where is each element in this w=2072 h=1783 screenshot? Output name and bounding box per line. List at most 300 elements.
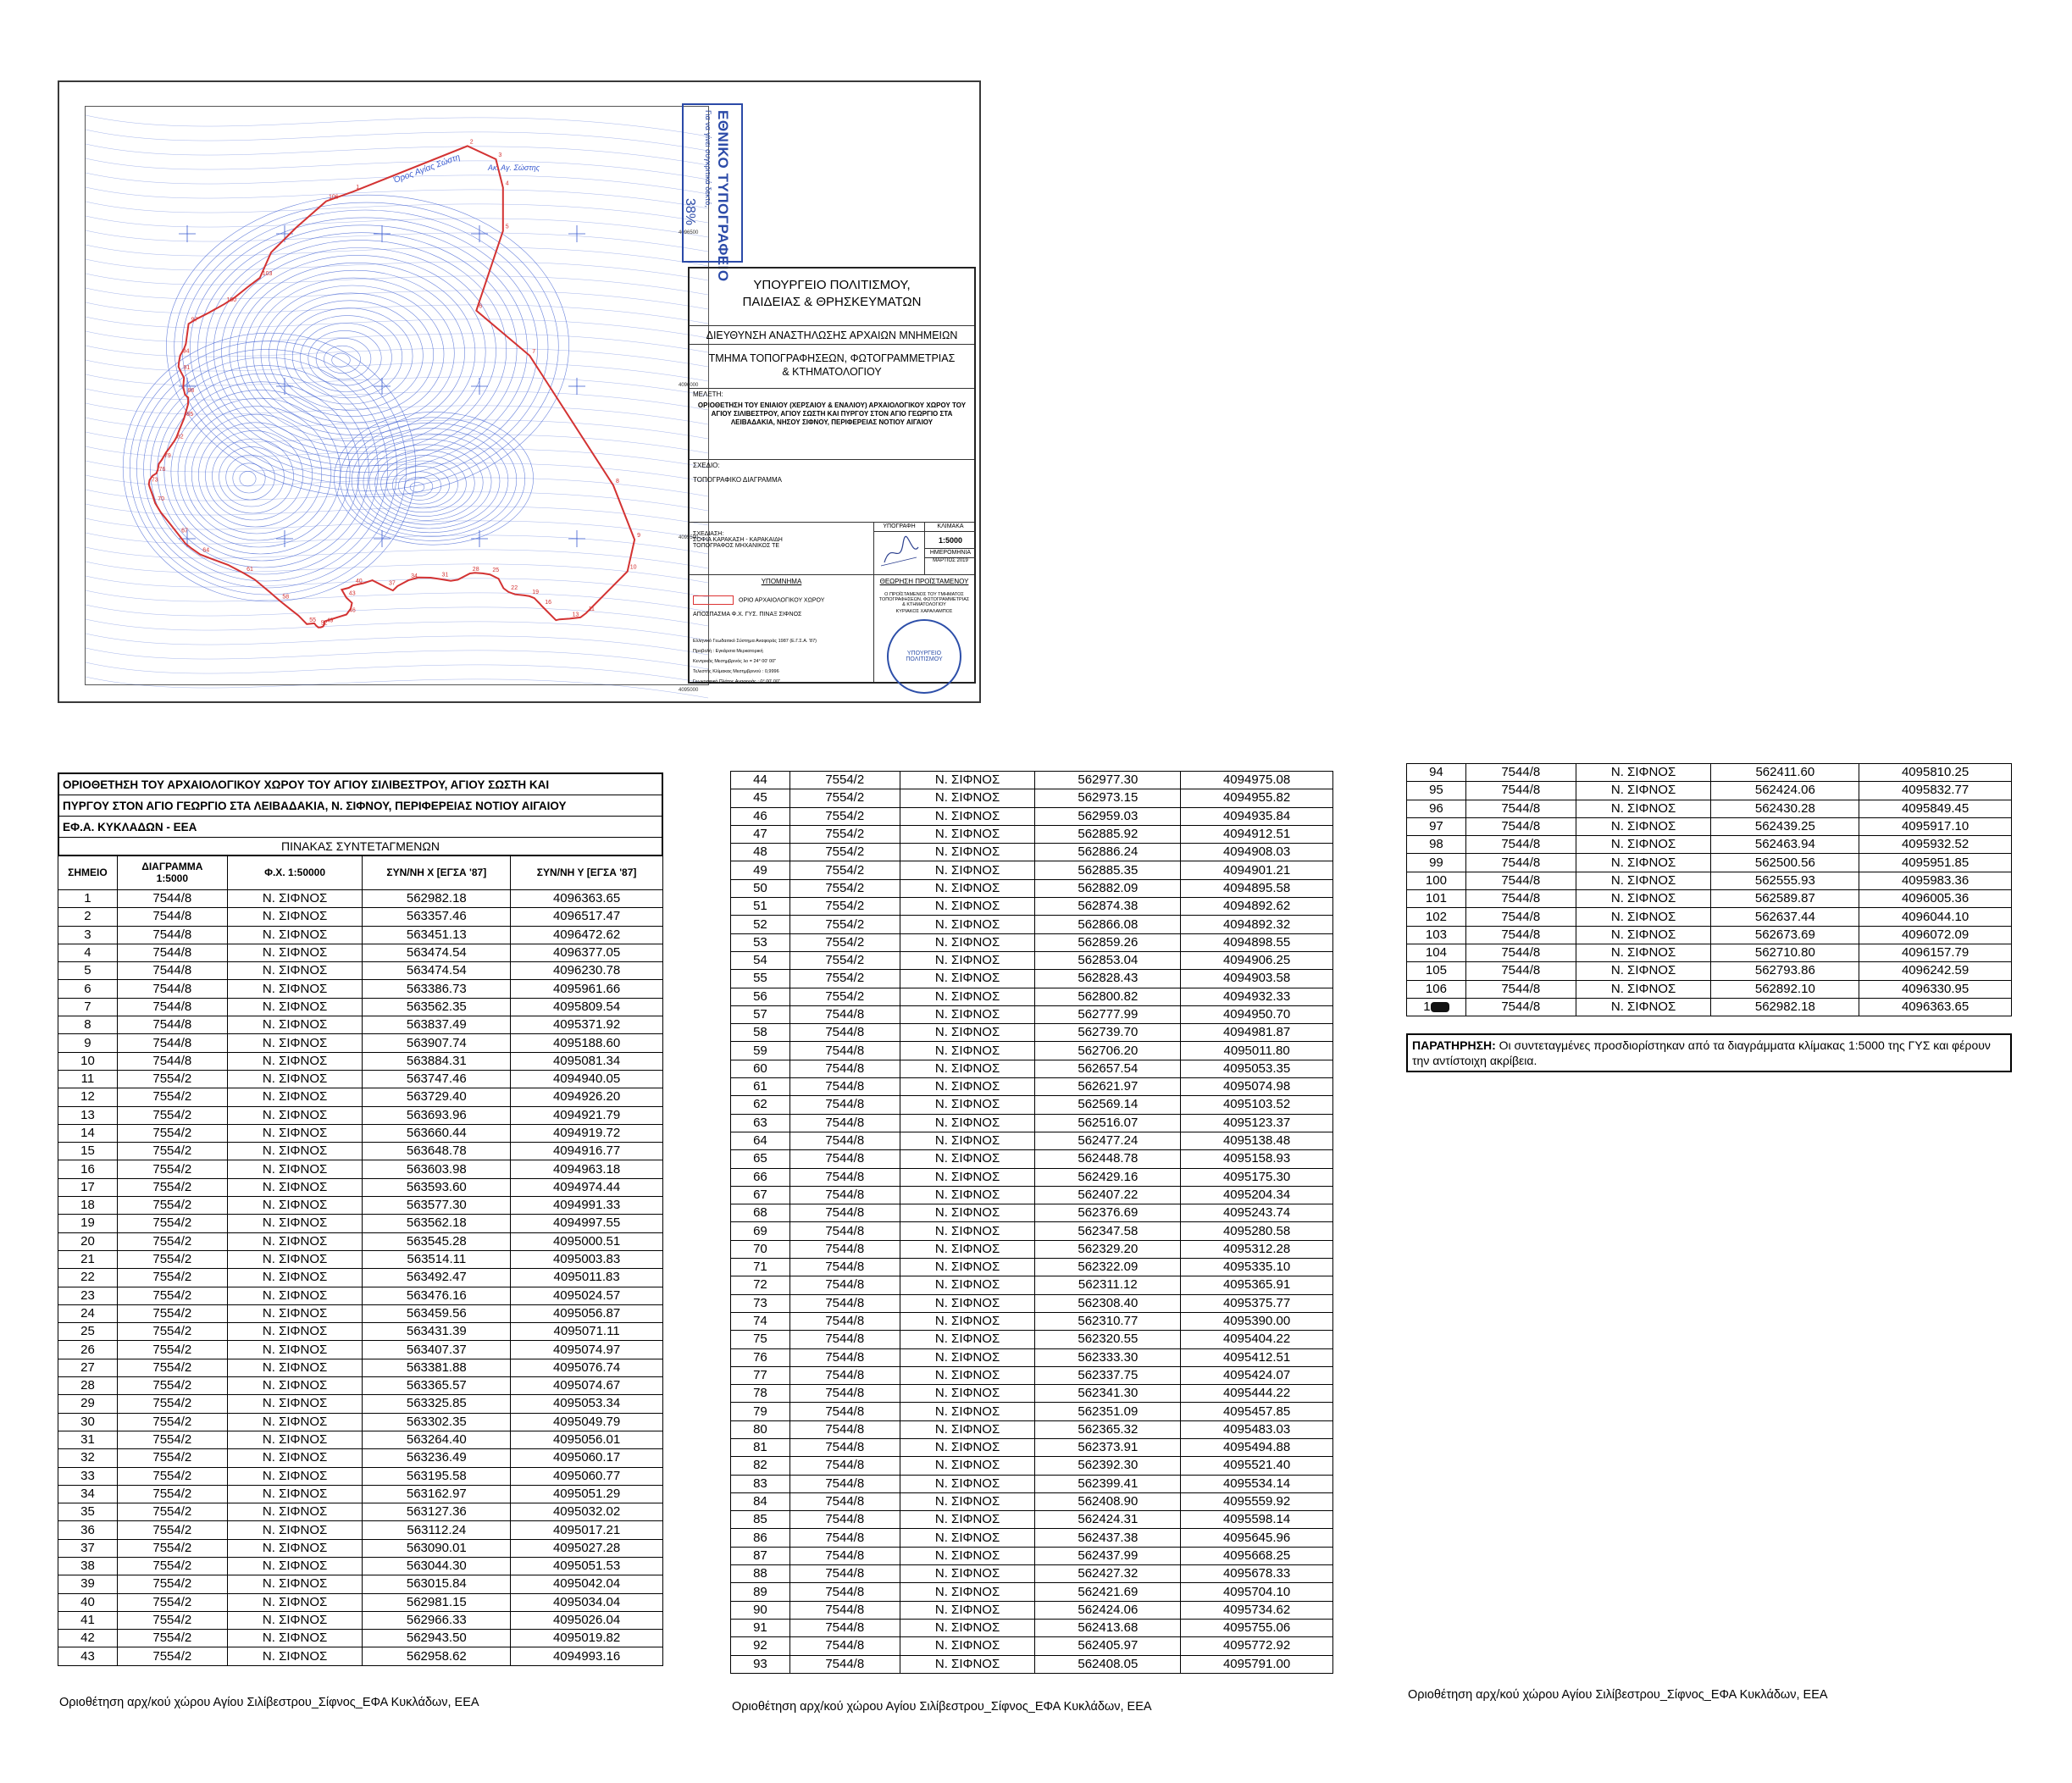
cell-point: 29	[58, 1395, 118, 1413]
table-row	[58, 1377, 663, 1395]
table-row	[731, 1060, 1333, 1077]
department-name	[690, 345, 974, 389]
table-row	[58, 1160, 663, 1178]
cell-map-sheet: Ν. ΣΙΦΝΟΣ	[1576, 980, 1711, 998]
cell-point: 104	[1407, 944, 1466, 961]
cell-map-sheet: Ν. ΣΙΦΝΟΣ	[227, 962, 363, 980]
table-row	[58, 1304, 663, 1322]
cell-map-sheet: Ν. ΣΙΦΝΟΣ	[227, 1575, 363, 1593]
cell-y: 4095003.83	[511, 1250, 663, 1268]
cell-point: 63	[731, 1114, 790, 1132]
cell-y: 4094975.08	[1181, 772, 1333, 789]
cell-y: 4095032.02	[511, 1503, 663, 1521]
cell-x: 562866.08	[1035, 916, 1181, 933]
cell-map-sheet: Ν. ΣΙΦΝΟΣ	[227, 1070, 363, 1088]
boundary-point-label: 8	[616, 479, 619, 485]
drawing-label: ΣΧΕΔΙΟ:	[693, 462, 720, 469]
table-row	[1407, 980, 2012, 998]
cell-y: 4095243.74	[1181, 1204, 1333, 1222]
cell-map-sheet: Ν. ΣΙΦΝΟΣ	[900, 1438, 1035, 1456]
cell-map-sheet: Ν. ΣΙΦΝΟΣ	[900, 1259, 1035, 1276]
table-row	[731, 1547, 1333, 1564]
cell-point: 52	[731, 916, 790, 933]
table-row	[58, 1521, 663, 1539]
cell-diagram: 7544/8	[1465, 817, 1576, 835]
cell-y: 4095335.10	[1181, 1259, 1333, 1276]
cell-x: 562439.25	[1711, 817, 1859, 835]
cell-point: 22	[58, 1269, 118, 1287]
grid-cross	[471, 225, 488, 242]
cell-point: 5	[58, 962, 118, 980]
cell-diagram: 7544/8	[1465, 926, 1576, 944]
cell-map-sheet: Ν. ΣΙΦΝΟΣ	[900, 1583, 1035, 1601]
cell-y: 4094906.25	[1181, 951, 1333, 969]
cell-diagram: 7544/8	[789, 1114, 900, 1132]
cell-x: 562853.04	[1035, 951, 1181, 969]
cell-x: 563474.54	[363, 944, 511, 961]
column-header-point: ΣΗΜΕΙΟ	[58, 856, 118, 890]
cell-diagram: 7544/8	[789, 1511, 900, 1529]
cell-x: 563015.84	[363, 1575, 511, 1593]
cell-map-sheet: Ν. ΣΙΦΝΟΣ	[227, 1016, 363, 1034]
cell-y: 4094908.03	[1181, 844, 1333, 861]
cell-diagram: 7544/8	[789, 1331, 900, 1348]
cell-y: 4095424.07	[1181, 1366, 1333, 1384]
cell-map-sheet: Ν. ΣΙΦΝΟΣ	[900, 1475, 1035, 1492]
cell-map-sheet: Ν. ΣΙΦΝΟΣ	[1576, 836, 1711, 854]
cell-map-sheet: Ν. ΣΙΦΝΟΣ	[900, 1403, 1035, 1420]
cell-map-sheet: Ν. ΣΙΦΝΟΣ	[227, 1088, 363, 1106]
scale-cell	[925, 523, 976, 574]
boundary-point-label: 82	[176, 434, 184, 440]
boundary-point-label: 37	[389, 580, 396, 587]
cell-y: 4096044.10	[1859, 908, 2012, 926]
cell-y: 4095011.80	[1181, 1042, 1333, 1060]
cell-diagram: 7544/8	[1465, 872, 1576, 889]
table-row	[1407, 800, 2012, 817]
contour-line	[86, 331, 708, 352]
cell-y: 4095444.22	[1181, 1385, 1333, 1403]
table-body-3	[1407, 764, 2012, 1016]
cell-x: 562793.86	[1711, 962, 1859, 980]
contour-line	[86, 130, 708, 151]
cell-diagram: 7554/2	[789, 772, 900, 789]
cell-map-sheet: Ν. ΣΙΦΝΟΣ	[1576, 890, 1711, 908]
cell-diagram: 7544/8	[789, 1024, 900, 1042]
grid-coordinate-label: 4096000	[679, 383, 699, 388]
table-row	[1407, 908, 2012, 926]
table-row	[731, 1240, 1333, 1258]
cell-y: 4095011.83	[511, 1269, 663, 1287]
cell-map-sheet: Ν. ΣΙΦΝΟΣ	[900, 1186, 1035, 1204]
cell-x: 562569.14	[1035, 1096, 1181, 1114]
cell-x: 562500.56	[1711, 854, 1859, 872]
cell-point: 97	[1407, 817, 1466, 835]
cell-point: 37	[58, 1539, 118, 1557]
drawing-section	[690, 460, 974, 523]
table-row	[58, 962, 663, 980]
cell-point: 69	[731, 1222, 790, 1240]
national-printing-office-stamp	[682, 103, 743, 282]
cell-diagram: 7544/8	[117, 1034, 227, 1052]
cell-point: 36	[58, 1521, 118, 1539]
cell-point: 47	[731, 825, 790, 843]
contour-line	[136, 349, 396, 588]
cell-point: 99	[1407, 854, 1466, 872]
cell-point: 76	[731, 1348, 790, 1366]
cell-diagram: 7554/2	[117, 1088, 227, 1106]
cell-map-sheet: Ν. ΣΙΦΝΟΣ	[900, 1132, 1035, 1149]
cell-y: 4095375.77	[1181, 1294, 1333, 1312]
cell-map-sheet: Ν. ΣΙΦΝΟΣ	[900, 1529, 1035, 1547]
legend-boundary-swatch	[693, 595, 734, 605]
place-label-mountain: Όρος Αγίας Σώστη	[392, 152, 462, 185]
column-header-diagram: ΔΙΑΓΡΑΜΜΑ 1:5000	[117, 856, 227, 890]
cell-x: 563545.28	[363, 1232, 511, 1250]
table-row	[58, 1395, 663, 1413]
cell-map-sheet: Ν. ΣΙΦΝΟΣ	[227, 908, 363, 926]
cell-point: 1	[58, 890, 118, 908]
cell-y: 4095734.62	[1181, 1601, 1333, 1619]
cell-y: 4094926.20	[511, 1088, 663, 1106]
cell-map-sheet: Ν. ΣΙΦΝΟΣ	[900, 861, 1035, 879]
table-row	[731, 988, 1333, 1005]
cell-point: 53	[731, 933, 790, 951]
cell-point: 73	[731, 1294, 790, 1312]
grid-coordinate-label: 4096500	[679, 230, 699, 235]
contour-line	[86, 475, 708, 496]
cell-point: 57	[731, 1005, 790, 1023]
cell-map-sheet: Ν. ΣΙΦΝΟΣ	[900, 1366, 1035, 1384]
cell-diagram: 7554/2	[789, 951, 900, 969]
cell-map-sheet: Ν. ΣΙΦΝΟΣ	[227, 1647, 363, 1665]
contour-line	[185, 407, 331, 540]
cell-point: 105	[1407, 962, 1466, 980]
stamp-title: ΕΘΝΙΚΟ ΤΥΠΟΓΡΑΦΕΙΟ	[715, 110, 731, 282]
cell-y: 4096363.65	[1859, 998, 2012, 1016]
cell-y: 4095053.34	[511, 1395, 663, 1413]
cell-x: 563747.46	[363, 1070, 511, 1088]
boundary-point-label: 58	[282, 594, 290, 601]
cell-x: 562337.75	[1035, 1366, 1181, 1384]
cell-map-sheet: Ν. ΣΙΦΝΟΣ	[900, 1619, 1035, 1636]
cell-y: 4095081.34	[511, 1052, 663, 1070]
cell-y: 4095494.88	[1181, 1438, 1333, 1456]
designer-cell	[690, 523, 874, 574]
cell-x: 562341.30	[1035, 1385, 1181, 1403]
table-row	[731, 1204, 1333, 1222]
cell-map-sheet: Ν. ΣΙΦΝΟΣ	[227, 1178, 363, 1196]
boundary-point-label: 46	[349, 607, 356, 614]
cell-point: 48	[731, 844, 790, 861]
cell-point: 54	[731, 951, 790, 969]
cell-diagram: 7544/8	[789, 1060, 900, 1077]
cell-diagram: 7544/8	[789, 1637, 900, 1655]
cell-point: 40	[58, 1593, 118, 1611]
cell-x: 563112.24	[363, 1521, 511, 1539]
contour-line	[164, 382, 359, 561]
cell-y: 4094901.21	[1181, 861, 1333, 879]
cell-y: 4094981.87	[1181, 1024, 1333, 1042]
cell-y: 4095204.34	[1181, 1186, 1333, 1204]
cell-diagram: 7554/2	[117, 1395, 227, 1413]
department-line-1: ΤΜΗΜΑ ΤΟΠΟΓΡΑΦΗΣΕΩΝ, ΦΩΤΟΓΡΑΜΜΕΤΡΙΑΣ	[708, 352, 956, 364]
cell-map-sheet: Ν. ΣΙΦΝΟΣ	[227, 1052, 363, 1070]
cell-diagram: 7554/2	[117, 1611, 227, 1629]
cell-map-sheet: Ν. ΣΙΦΝΟΣ	[900, 1331, 1035, 1348]
cell-x: 562977.30	[1035, 772, 1181, 789]
cell-diagram: 7544/8	[789, 1565, 900, 1583]
cell-point: 44	[731, 772, 790, 789]
cell-point: 81	[731, 1438, 790, 1456]
cell-y: 4095559.92	[1181, 1492, 1333, 1510]
cell-y: 4095849.45	[1859, 800, 2012, 817]
remark-box	[1406, 1033, 2012, 1072]
cell-point: 7	[58, 998, 118, 1016]
cell-point: 86	[731, 1529, 790, 1547]
boundary-point-label: 67	[181, 528, 188, 534]
contour-line	[261, 285, 444, 423]
cell-diagram: 7544/8	[789, 1005, 900, 1023]
legend-label: ΥΠΟΜΝΗΜΑ	[761, 578, 802, 585]
column-header-y: ΣΥΝ/ΝΗ Υ [ΕΓΣΑ '87]	[511, 856, 663, 890]
contour-line	[86, 144, 708, 165]
cell-x: 563648.78	[363, 1143, 511, 1160]
cell-x: 563562.35	[363, 998, 511, 1016]
boundary-point-label: 13	[572, 612, 579, 618]
cell-point: 24	[58, 1304, 118, 1322]
boundary-point-label: 6	[479, 303, 483, 310]
boundary-point-label: 100	[226, 297, 237, 304]
cell-map-sheet: Ν. ΣΙΦΝΟΣ	[227, 1557, 363, 1575]
cell-map-sheet: Ν. ΣΙΦΝΟΣ	[900, 1240, 1035, 1258]
contour-map-drawing	[86, 107, 708, 693]
cell-x: 562399.41	[1035, 1475, 1181, 1492]
cell-diagram: 7554/2	[117, 1449, 227, 1467]
cell-diagram: 7544/8	[1465, 800, 1576, 817]
cell-y: 4094898.55	[1181, 933, 1333, 951]
cell-diagram: 7544/8	[117, 1016, 227, 1034]
cell-point: 45	[731, 789, 790, 807]
cell-x: 562477.24	[1035, 1132, 1181, 1149]
cell-diagram: 7544/8	[789, 1348, 900, 1366]
cell-point: 83	[731, 1475, 790, 1492]
boundary-point-label: 22	[511, 584, 518, 591]
cell-map-sheet: Ν. ΣΙΦΝΟΣ	[227, 944, 363, 961]
boundary-point-label: 49	[326, 617, 334, 624]
table-row	[731, 1096, 1333, 1114]
table-row	[58, 1359, 663, 1376]
cell-point: 46	[731, 807, 790, 825]
cell-x: 562706.20	[1035, 1042, 1181, 1060]
cell-map-sheet: Ν. ΣΙΦΝΟΣ	[900, 916, 1035, 933]
cell-map-sheet: Ν. ΣΙΦΝΟΣ	[227, 1232, 363, 1250]
cell-y: 4094916.77	[511, 1143, 663, 1160]
cell-diagram: 7554/2	[117, 1467, 227, 1485]
cell-y: 4094955.82	[1181, 789, 1333, 807]
table-row	[731, 1294, 1333, 1312]
cell-x: 562373.91	[1035, 1438, 1181, 1456]
approval-label: ΘΕΩΡΗΣΗ ΠΡΟΪΣΤΑΜΕΝΟΥ	[879, 578, 969, 585]
cell-x: 562424.31	[1035, 1511, 1181, 1529]
table-row	[731, 1637, 1333, 1655]
table-row	[731, 1583, 1333, 1601]
boundary-point-label: 28	[472, 567, 479, 573]
cell-x: 563476.16	[363, 1287, 511, 1304]
cell-x: 563195.58	[363, 1467, 511, 1485]
cell-x: 562958.62	[363, 1647, 511, 1665]
cell-y: 4095175.30	[1181, 1168, 1333, 1186]
boundary-point-label: 4	[505, 180, 509, 187]
cell-point: 12	[58, 1088, 118, 1106]
cell-y: 4095521.40	[1181, 1457, 1333, 1475]
cell-y: 4095961.66	[511, 980, 663, 998]
cell-x: 562621.97	[1035, 1078, 1181, 1096]
cell-point: 82	[731, 1457, 790, 1475]
cell-diagram: 7544/8	[789, 1204, 900, 1222]
table-row	[731, 825, 1333, 843]
cell-x: 563603.98	[363, 1160, 511, 1178]
cell-y: 4095056.01	[511, 1431, 663, 1448]
cell-diagram: 7544/8	[789, 1420, 900, 1438]
cell-map-sheet: Ν. ΣΙΦΝΟΣ	[227, 1395, 363, 1413]
cell-point: 65	[731, 1150, 790, 1168]
cell-diagram: 7544/8	[1465, 944, 1576, 961]
cell-point: 34	[58, 1485, 118, 1503]
study-text: ΟΡΙΟΘΕΤΗΣΗ ΤΟΥ ΕΝΙΑΙΟΥ (ΧΕΡΣΑΙΟΥ & ΕΝΑΛΙΟΥ) ΑΡΧΑΙΟΛΟΓΙΚΟΥ ΧΩΡΟΥ ΤΟΥ ΑΓΙΟΥ ΣΙΛΙΒΕΣΤΡΟΥ, ΑΓΙΟΥ ΣΩΣΤΗ ΚΑΙ ΠΥΡΓΟΥ ΣΤΟΝ ΑΓΙΟ ΓΕΩΡΓΙΟ ΣΤΑ ΛΕΙΒΑΔΑΚΙΑ, ΝΗΣΟΥ ΣΙΦΝΟΥ, ΠΕΡΙΦΕΡΕΙΑΣ ΝΟΤΙΟΥ ΑΙΓΑΙΟΥ	[697, 401, 967, 426]
cell-point: 27	[58, 1359, 118, 1376]
table-row	[1407, 944, 2012, 961]
cell-map-sheet: Ν. ΣΙΦΝΟΣ	[1576, 908, 1711, 926]
cell-y: 4095755.06	[1181, 1619, 1333, 1636]
boundary-point-label: 55	[309, 617, 316, 623]
table-row	[58, 944, 663, 961]
cell-map-sheet: Ν. ΣΙΦΝΟΣ	[900, 789, 1035, 807]
table-row	[731, 1565, 1333, 1583]
cell-diagram: 7554/2	[117, 1124, 227, 1142]
cell-x: 562886.24	[1035, 844, 1181, 861]
stamp-subtitle: Για να γίνει συγκριτικά δεκτό,	[704, 110, 712, 208]
cell-diagram: 7544/8	[789, 1150, 900, 1168]
cell-diagram: 7554/2	[117, 1647, 227, 1665]
cell-point: 101	[1407, 890, 1466, 908]
cell-map-sheet: Ν. ΣΙΦΝΟΣ	[900, 1511, 1035, 1529]
cell-x: 563044.30	[363, 1557, 511, 1575]
boundary-point-label: 97	[191, 317, 198, 324]
cell-x: 562800.82	[1035, 988, 1181, 1005]
cell-map-sheet: Ν. ΣΙΦΝΟΣ	[227, 926, 363, 944]
contour-line	[198, 423, 312, 527]
cell-point: 30	[58, 1413, 118, 1431]
ministry-line-1: ΥΠΟΥΡΓΕΙΟ ΠΟΛΙΤΙΣΜΟΥ,	[753, 278, 911, 292]
table-row	[731, 1114, 1333, 1132]
cell-map-sheet: Ν. ΣΙΦΝΟΣ	[900, 1492, 1035, 1510]
cell-y: 4095983.36	[1859, 872, 2012, 889]
table-row	[731, 898, 1333, 916]
cell-y: 4095053.35	[1181, 1060, 1333, 1077]
contour-line	[86, 245, 708, 266]
boundary-point-label: 31	[441, 572, 449, 579]
table-row	[731, 1276, 1333, 1294]
cell-x: 563514.11	[363, 1250, 511, 1268]
table-row	[731, 1366, 1333, 1384]
cell-point: 90	[731, 1601, 790, 1619]
table-row	[731, 1331, 1333, 1348]
cell-y: 4095074.97	[511, 1341, 663, 1359]
cell-diagram: 7544/8	[789, 1186, 900, 1204]
cell-y: 4094895.58	[1181, 879, 1333, 897]
cell-x: 562376.69	[1035, 1204, 1181, 1222]
cell-x: 563090.01	[363, 1539, 511, 1557]
cell-point: 55	[731, 970, 790, 988]
cell-point: 25	[58, 1323, 118, 1341]
cell-y: 4095917.10	[1859, 817, 2012, 835]
legend-source: ΑΠΟΣΠΑΣΜΑ Φ.Χ. ΓΥΣ. ΠΙΝΑΞ ΣΙΦΝΟΣ	[693, 612, 802, 617]
cell-y: 4095076.74	[511, 1359, 663, 1376]
column-header-x: ΣΥΝ/ΝΗ X [ΕΓΣΑ '87]	[363, 856, 511, 890]
cell-x: 562555.93	[1711, 872, 1859, 889]
cell-y: 4095042.04	[511, 1575, 663, 1593]
contour-line	[308, 330, 381, 385]
table-row	[58, 1647, 663, 1665]
cell-diagram: 7544/8	[789, 1403, 900, 1420]
cell-point: 3	[58, 926, 118, 944]
cell-diagram: 7554/2	[117, 1377, 227, 1395]
cell-diagram: 7554/2	[789, 789, 900, 807]
table-row	[58, 890, 663, 908]
contour-line	[86, 317, 708, 338]
cell-map-sheet: Ν. ΣΙΦΝΟΣ	[900, 772, 1035, 789]
cell-point: 43	[58, 1647, 118, 1665]
contour-line	[123, 333, 416, 601]
cell-map-sheet: Ν. ΣΙΦΝΟΣ	[900, 1294, 1035, 1312]
cell-y: 4095810.25	[1859, 764, 2012, 782]
cell-point: 96	[1407, 800, 1466, 817]
cell-diagram: 7554/2	[117, 1143, 227, 1160]
table-row	[58, 908, 663, 926]
designer-title: ΤΟΠΟΓΡΑΦΟΣ ΜΗΧΑΝΙΚΟΣ ΤΕ	[693, 543, 780, 549]
cell-diagram: 7544/8	[789, 1529, 900, 1547]
cell-point: 67	[731, 1186, 790, 1204]
cell-map-sheet: Ν. ΣΙΦΝΟΣ	[900, 1457, 1035, 1475]
table-row	[58, 1250, 663, 1268]
boundary-point-label: 106	[329, 194, 339, 201]
table-row	[58, 1052, 663, 1070]
cell-x: 562874.38	[1035, 898, 1181, 916]
table-row	[1407, 836, 2012, 854]
table-row	[58, 1575, 663, 1593]
table-row	[731, 1511, 1333, 1529]
cell-map-sheet: Ν. ΣΙΦΝΟΣ	[227, 1106, 363, 1124]
cell-point: 64	[731, 1132, 790, 1149]
cell-x: 562982.18	[363, 890, 511, 908]
cell-point: 93	[731, 1655, 790, 1673]
boundary-point-label: 34	[411, 573, 418, 580]
cell-map-sheet: Ν. ΣΙΦΝΟΣ	[900, 970, 1035, 988]
table-row	[731, 772, 1333, 789]
cell-map-sheet: Ν. ΣΙΦΝΟΣ	[227, 1630, 363, 1647]
table-row	[58, 1341, 663, 1359]
cell-diagram: 7544/8	[789, 1655, 900, 1673]
stamp-percent: 38%	[683, 198, 697, 226]
cell-x: 562365.32	[1035, 1420, 1181, 1438]
cell-x: 562959.03	[1035, 807, 1181, 825]
cell-x: 562429.16	[1035, 1168, 1181, 1186]
drawing-title-block	[688, 267, 976, 684]
legend	[690, 575, 874, 682]
cell-x: 562966.33	[363, 1611, 511, 1629]
cell-point: 23	[58, 1287, 118, 1304]
